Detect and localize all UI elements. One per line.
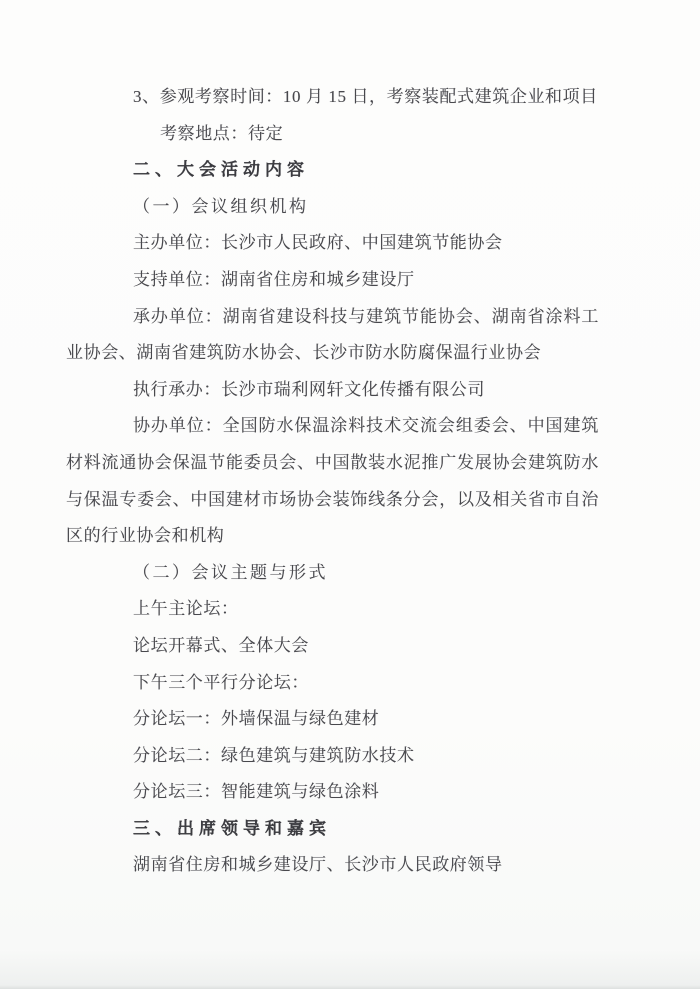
section-heading-2: 二、大会活动内容 [133, 160, 309, 180]
org-executive: 执行承办：长沙市瑞利网轩文化传播有限公司 [133, 379, 485, 399]
subsection-heading-2-2: （二）会议主题与形式 [133, 562, 328, 582]
list-item-3-visit-place: 考察地点：待定 [160, 123, 284, 143]
org-host: 主办单位：长沙市人民政府、中国建筑节能协会 [133, 233, 503, 253]
org-undertaker: 承办单位：湖南省建设科技与建筑节能协会、湖南省涂料工业协会、湖南省建筑防水协会、长沙市防水防腐保温行业协会 [66, 306, 599, 363]
afternoon-forums-label: 下午三个平行分论坛： [133, 672, 309, 692]
morning-forum-label: 上午主论坛： [133, 599, 239, 619]
morning-forum-content: 论坛开幕式、全体大会 [133, 635, 309, 655]
list-item-3-visit-time: 3、参观考察时间：10 月 15 日，考察装配式建筑企业和项目 [133, 87, 598, 106]
guests-line: 湖南省住房和城乡建设厅、长沙市人民政府领导 [133, 855, 503, 875]
org-support: 支持单位：湖南省住房和城乡建设厅 [133, 269, 415, 289]
subsection-heading-2-1: （一）会议组织机构 [133, 196, 309, 216]
sub-forum-3: 分论坛三：智能建筑与绿色涂料 [133, 782, 380, 802]
document-body [66, 79, 599, 884]
section-heading-3: 三、出席领导和嘉宾 [133, 818, 331, 838]
sub-forum-1: 分论坛一：外墙保温与绿色建材 [133, 709, 380, 729]
sub-forum-2: 分论坛二：绿色建筑与建筑防水技术 [133, 745, 415, 765]
org-co-organizers: 协办单位：全国防水保温涂料技术交流会组委会、中国建筑材料流通协会保温节能委员会、中国散装水泥推广发展协会建筑防水与保温专委会、中国建材市场协会装饰线条分会，以及相关省市自治区的行业协会和机构 [66, 416, 599, 546]
